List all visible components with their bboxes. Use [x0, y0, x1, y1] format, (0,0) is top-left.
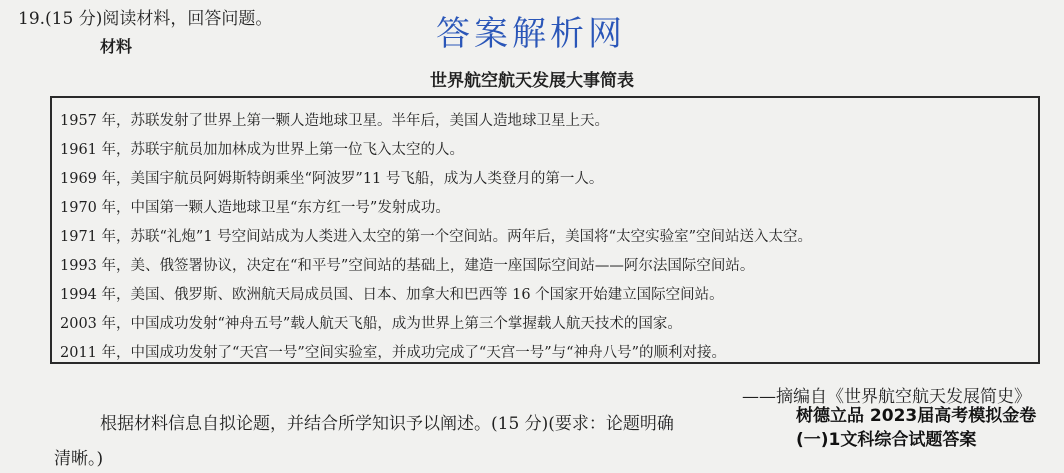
source-citation: ——摘编自《世界航空航天发展简史》: [742, 387, 1031, 407]
event-2011: 2011 年，中国成功发射了“天宫一号”空间实验室，并成功完成了“天宫一号”与“神舟八号”的顺利对接。: [60, 345, 726, 361]
table-title: 世界航空航天发展大事简表: [430, 71, 634, 91]
watermark-bottom: 树德立品 2023届高考模拟金卷(一)1文科综合试题答案: [796, 406, 1037, 450]
event-1970: 1970 年，中国第一颗人造地球卫星“东方红一号”发射成功。: [60, 200, 450, 216]
material-label: 材料: [100, 37, 133, 56]
event-1961: 1961 年，苏联宇航员加加林成为世界上第一位飞入太空的人。: [60, 142, 465, 158]
event-1957: 1957 年，苏联发射了世界上第一颗人造地球卫星。半年后，美国人造地球卫星上天。: [60, 113, 610, 129]
question-title: 19.(15 分)阅读材料，回答问题。: [18, 9, 273, 29]
prompt-line-1: 根据材料信息自拟论题，并结合所学知识予以阐述。(15 分)(要求：论题明确: [100, 414, 674, 434]
event-1971: 1971 年，苏联“礼炮”1 号空间站成为人类进入太空的第一个空间站。两年后，美国将“太空实验室”空间站送入太空。: [60, 229, 812, 245]
event-1994: 1994 年，美国、俄罗斯、欧洲航天局成员国、日本、加拿大和巴西等 16 个国家开始建立国际空间站。: [60, 287, 724, 303]
watermark-top: 答案解析网: [436, 14, 626, 54]
events-table: [50, 96, 1040, 364]
event-1969: 1969 年，美国宇航员阿姆斯特朗乘坐“阿波罗”11 号飞船，成为人类登月的第一人。: [60, 171, 604, 187]
event-1993: 1993 年，美、俄签署协议，决定在“和平号”空间站的基础上，建造一座国际空间站——阿尔法国际空间站。: [60, 258, 755, 274]
event-2003: 2003 年，中国成功发射“神舟五号”载人航天飞船，成为世界上第三个掌握载人航天技术的国家。: [60, 316, 682, 332]
prompt-line-2: 清晰。): [54, 449, 104, 469]
